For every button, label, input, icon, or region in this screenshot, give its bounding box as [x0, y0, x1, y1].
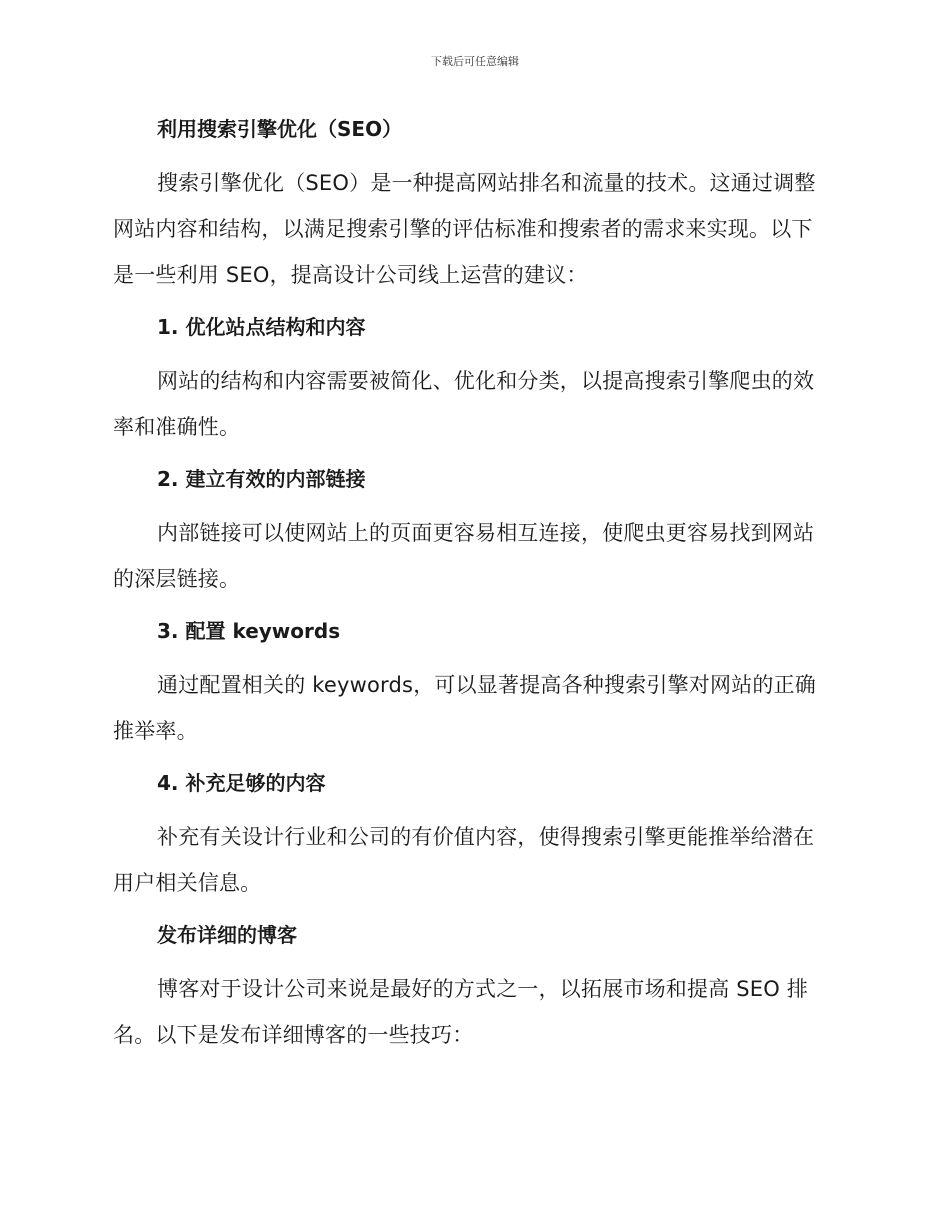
- page-header: 下载后可任意编辑: [431, 55, 519, 68]
- section-paragraph-structure: 网站的结构和内容需要被简化、优化和分类，以提高搜索引擎爬虫的效率和准确性。: [113, 369, 815, 439]
- section-paragraph-blog: 博客对于设计公司来说是最好的方式之一，以拓展市场和提高 SEO 排名。以下是发布详细博客的一些技巧：: [113, 977, 809, 1047]
- document-body: [113, 112, 831, 1058]
- section-paragraph-internal-links: 内部链接可以使网站上的页面更容易相互连接，使爬虫更容易找到网站的深层链接。: [113, 521, 815, 591]
- section-heading-seo: 利用搜索引擎优化（SEO）: [157, 117, 403, 141]
- section-heading-blog: 发布详细的博客: [157, 923, 297, 947]
- section-paragraph-seo: 搜索引擎优化（SEO）是一种提高网站排名和流量的技术。这通过调整网站内容和结构，以满足搜索引擎的评估标准和搜索者的需求来实现。以下是一些利用 SEO，提高设计公司线上运营的建议：: [113, 171, 816, 287]
- section-heading-structure: 1. 优化站点结构和内容: [157, 315, 366, 339]
- section-paragraph-content: 补充有关设计行业和公司的有价值内容，使得搜索引擎更能推举给潜在用户相关信息。: [113, 825, 815, 895]
- section-heading-keywords: 3. 配置 keywords: [157, 619, 341, 643]
- section-heading-content: 4. 补充足够的内容: [157, 771, 326, 795]
- section-paragraph-keywords: 通过配置相关的 keywords，可以显著提高各种搜索引擎对网站的正确推举率。: [113, 673, 816, 743]
- section-heading-internal-links: 2. 建立有效的内部链接: [157, 467, 366, 491]
